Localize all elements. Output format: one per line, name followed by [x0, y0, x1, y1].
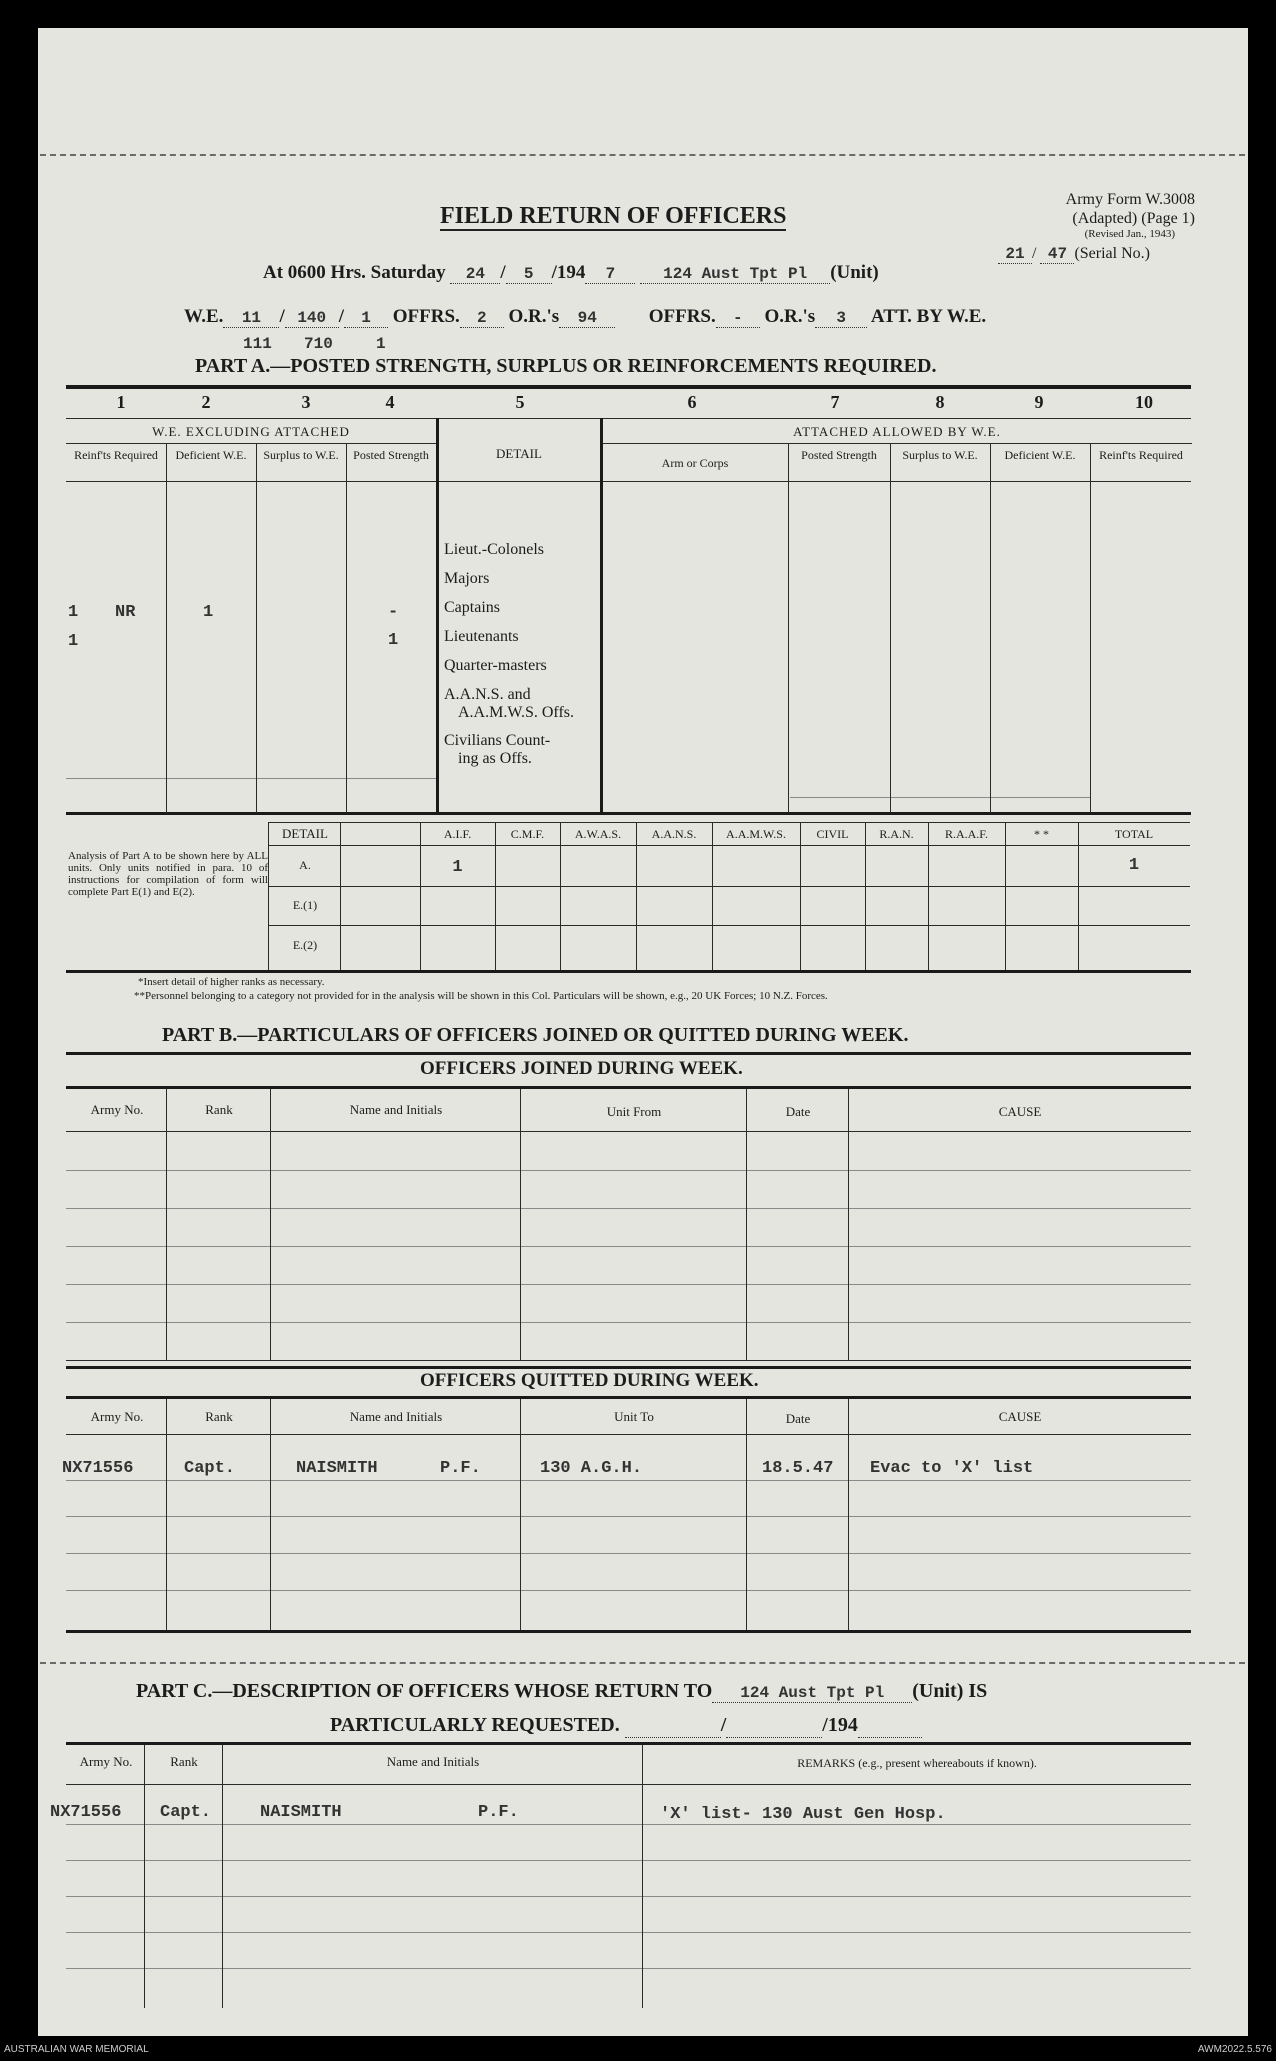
col-num-3: 3: [301, 392, 311, 412]
quitted-h-date: Date: [785, 1411, 811, 1426]
unit-label: (Unit): [830, 262, 879, 283]
v-c1: [144, 1745, 145, 2008]
date-day: 24: [450, 265, 500, 284]
part-c-head-rule: [66, 1784, 1191, 1785]
part-c-h-army: Army No.: [79, 1754, 133, 1769]
joined-row-1: [66, 1170, 1191, 1171]
rank-captain: Captains: [444, 599, 500, 616]
rank-list: [444, 535, 604, 768]
capt-reinf: 1: [68, 603, 79, 622]
v-q2: [270, 1399, 271, 1630]
we-excluding-label: W.E. EXCLUDING ATTACHED: [152, 424, 350, 439]
hdr-reinf: Reinf'ts Required: [74, 448, 158, 462]
an-a-aif-value: 1: [452, 858, 463, 877]
analysis-note: Analysis of Part A to be shown here by ALL units. Only units notified in para. 10 of instructions for compilation of form will complete Part E(1) and E(2).: [68, 850, 268, 898]
quitted-initials: P.F.: [440, 1459, 481, 1478]
quitted-unit-to: 130 A.G.H.: [540, 1459, 643, 1478]
rank-aamws: A.A.M.W.S. Offs.: [458, 704, 575, 721]
joined-row-3: [66, 1246, 1191, 1247]
v-an1: [340, 822, 341, 970]
quitted-h-unit: Unit To: [614, 1409, 654, 1424]
part-c-name: NAISMITH: [260, 1803, 342, 1822]
hdr-surplus-2: Surplus to W.E.: [902, 448, 978, 462]
part-c-remarks: 'X' list- 130 Aust Gen Hosp.: [660, 1805, 946, 1824]
we-excl-rule: [66, 443, 436, 444]
joined-top-rule: [66, 1086, 1191, 1089]
v-j4: [746, 1089, 747, 1360]
col-num-7: 7: [830, 392, 840, 412]
an-col-cmf: C.M.F.: [510, 827, 545, 841]
v-a9: [1090, 443, 1091, 813]
footer-source: AUSTRALIAN WAR MEMORIAL: [4, 2044, 149, 2055]
joined-h-cause: CAUSE: [998, 1104, 1042, 1119]
an-col-raaf: R.A.A.F.: [944, 827, 989, 841]
att-offrs-label: OFFRS.: [648, 306, 716, 327]
lieut-reinf: 1: [68, 632, 79, 651]
v-j2: [270, 1089, 271, 1360]
v-q5: [848, 1399, 849, 1630]
hdr-arm-corps: Arm or Corps: [661, 456, 729, 470]
analysis-row-rule-2: [268, 925, 1190, 926]
an-a-total-value: 1: [1128, 856, 1140, 875]
v-q4: [746, 1399, 747, 1630]
v-a2: [256, 443, 257, 813]
an-col-other: * *: [1034, 827, 1049, 841]
capt-posted: -: [388, 603, 399, 622]
part-c-row-2: [66, 1860, 1191, 1861]
form-adapted: (Adapted) (Page 1): [1072, 210, 1195, 227]
v-an7: [800, 822, 801, 970]
part-a-title: PART A.—POSTED STRENGTH, SURPLUS OR REINFORCEMENTS REQUIRED.: [195, 355, 937, 377]
rank-civilians-2: ing as Offs.: [458, 750, 532, 767]
part-c-row-3: [66, 1896, 1191, 1897]
an-col-total: TOTAL: [1114, 827, 1154, 841]
analysis-detail: DETAIL: [282, 826, 328, 841]
date-month: 5: [506, 265, 552, 284]
quitted-rank: Capt.: [184, 1459, 236, 1478]
v-a7: [890, 443, 891, 813]
unit-name: 124 Aust Tpt Pl: [640, 265, 830, 284]
col-num-1: 1: [116, 392, 126, 412]
joined-h-army: Army No.: [90, 1102, 144, 1117]
serial-week: 21: [998, 245, 1032, 264]
col-num-8: 8: [935, 392, 945, 412]
lieut-posted: 1: [388, 631, 399, 650]
part-c-title-b: (Unit) IS: [912, 1680, 988, 1702]
v-an11: [1078, 822, 1079, 970]
rank-major: Majors: [444, 570, 490, 587]
quitted-head-top-rule: [66, 1396, 1191, 1399]
hdr-reinf-2: Reinf'ts Required: [1099, 448, 1183, 462]
attached-allowed-label: ATTACHED ALLOWED BY W.E.: [793, 424, 1001, 439]
footnote-2: **Personnel belonging to a category not provided for in the analysis will be shown in this Col. Particulars will be shown, e.g., 20 UK Forces; 10 N.Z. Forces.: [134, 990, 828, 1002]
part-b-title: PART B.—PARTICULARS OF OFFICERS JOINED OR QUITTED DURING WEEK.: [162, 1024, 909, 1046]
hdr-surplus: Surplus to W.E.: [263, 448, 339, 462]
rank-lieutenant: Lieutenants: [444, 628, 519, 645]
analysis-bottom-rule: [66, 970, 1191, 973]
an-col-awas: A.W.A.S.: [574, 827, 622, 841]
v-j5: [848, 1089, 849, 1360]
quitted-row-3: [66, 1553, 1191, 1554]
quitted-title: OFFICERS QUITTED DURING WEEK.: [420, 1370, 759, 1391]
an-row-e2: E.(2): [292, 938, 318, 952]
att-ors-value: 3: [815, 309, 867, 328]
part-a-top-rule: [66, 385, 1191, 389]
v-an4: [560, 822, 561, 970]
serial-label: (Serial No.): [1074, 245, 1150, 262]
analysis-head-rule: [268, 845, 1190, 846]
an-col-aif: A.I.F.: [443, 827, 472, 841]
v-an3: [495, 822, 496, 970]
form-number-block: [1010, 190, 1195, 240]
date-line: At 0600 Hrs. Saturday 24 / 5 /194 7 124 Aust Tpt Pl (Unit): [263, 262, 879, 283]
ors-label: O.R.'s: [508, 306, 560, 327]
v-c2: [222, 1745, 223, 2008]
form-title: FIELD RETURN OF OFFICERS: [440, 203, 787, 229]
col-num-4: 4: [385, 392, 395, 412]
v-a1: [166, 443, 167, 813]
part-c-row-4: [66, 1932, 1191, 1933]
col-num-10: 10: [1135, 392, 1153, 412]
joined-h-date: Date: [785, 1104, 811, 1119]
rank-lt-col: Lieut.-Colonels: [444, 541, 544, 558]
capt-deficient: 1: [203, 603, 214, 622]
part-a-inner-rule-2: [790, 797, 1090, 798]
year-digit: 7: [585, 265, 635, 284]
form-number: Army Form W.3008: [1065, 191, 1195, 208]
offrs-label: OFFRS.: [392, 306, 460, 327]
we-label: W.E.: [184, 306, 224, 327]
quitted-cause: Evac to 'X' list: [870, 1459, 1034, 1478]
attached-rule: [602, 443, 1192, 444]
hdr-deficient-2: Deficient W.E.: [1004, 448, 1076, 462]
joined-title: OFFICERS JOINED DURING WEEK.: [420, 1058, 743, 1079]
joined-row-2: [66, 1208, 1191, 1209]
capt-nr: NR: [115, 603, 136, 622]
part-c-h-rank: Rank: [170, 1754, 198, 1769]
quitted-row-1: [66, 1480, 1191, 1481]
part-c-title-a: PART C.—DESCRIPTION OF OFFICERS WHOSE RETURN TO: [136, 1680, 713, 1702]
quitted-row-4: [66, 1590, 1191, 1591]
an-row-a: A.: [299, 858, 311, 872]
v-an9: [928, 822, 929, 970]
quitted-h-rank: Rank: [205, 1409, 233, 1424]
quitted-h-army: Army No.: [90, 1409, 144, 1424]
joined-h-unit: Unit From: [606, 1104, 662, 1119]
part-c-initials: P.F.: [478, 1803, 519, 1822]
part-c-unit: 124 Aust Tpt Pl: [712, 1684, 912, 1703]
we-3: 1: [344, 309, 388, 328]
v-a8: [990, 443, 991, 813]
analysis-row-rule-1: [268, 886, 1190, 887]
hdr-detail: DETAIL: [496, 446, 542, 461]
v-an10: [1005, 822, 1006, 970]
quitted-h-cause: CAUSE: [998, 1409, 1042, 1424]
v-q1: [166, 1399, 167, 1630]
part-c-title-c: PARTICULARLY REQUESTED.: [330, 1714, 620, 1736]
quitted-h-name: Name and Initials: [349, 1409, 443, 1424]
we-3b: 1: [376, 335, 386, 353]
analysis-top-rule: [268, 822, 1190, 823]
rank-qm: Quarter-masters: [444, 657, 547, 674]
part-c-top-rule: [66, 1742, 1191, 1745]
part-b-rule: [66, 1052, 1191, 1055]
an-row-e1: E.(1): [292, 898, 318, 912]
att-label: ATT. BY W.E.: [870, 306, 987, 327]
col-num-2: 2: [201, 392, 211, 412]
part-a-inner-rule: [66, 778, 436, 779]
v-a3: [346, 443, 347, 813]
joined-row-5: [66, 1322, 1191, 1323]
quitted-bottom-rule: [66, 1630, 1191, 1633]
perforation-line: [40, 154, 1245, 156]
v-an0: [268, 822, 269, 970]
joined-row-4: [66, 1284, 1191, 1285]
joined-head-rule: [66, 1131, 1191, 1132]
v-an5: [636, 822, 637, 970]
v-a4: [436, 418, 439, 813]
at-label: At 0600 Hrs. Saturday: [263, 262, 446, 283]
form-revised: (Revised Jan., 1943): [1084, 228, 1175, 240]
quitted-date: 18.5.47: [762, 1459, 834, 1478]
we-2b: 710: [304, 335, 333, 353]
serial-year: 47: [1040, 245, 1074, 264]
serial-no: 21 / 47 (Serial No.): [998, 245, 1198, 264]
an-col-civil: CIVIL: [816, 827, 849, 841]
part-c-h-name: Name and Initials: [386, 1754, 480, 1769]
rank-civilians: Civilians Count-: [444, 732, 551, 749]
part-c-row-5: [66, 1968, 1191, 1969]
footnote-1: *Insert detail of higher ranks as necessary.: [138, 976, 325, 988]
col-num-6: 6: [687, 392, 697, 412]
year-prefix: /194: [551, 262, 586, 283]
part-c-row-1: [66, 1824, 1191, 1825]
part-a-bottom-rule: [66, 812, 1191, 815]
col-number-rule: [66, 418, 1191, 419]
we-line: W.E. 11 / 140 / 1 OFFRS. 2 O.R.'s 94 OFFRS. - O.R.'s 3 ATT. BY W.E.: [184, 306, 987, 327]
part-c-title-line: [136, 1680, 987, 1703]
v-an8: [865, 822, 866, 970]
an-col-aamws: A.A.M.W.S.: [726, 827, 786, 841]
perforation-line-2: [40, 1662, 1245, 1664]
col-num-5: 5: [515, 392, 525, 412]
an-col-ran: R.A.N.: [879, 827, 914, 841]
v-j3: [520, 1089, 521, 1360]
quitted-head-rule: [66, 1434, 1191, 1435]
v-j1: [166, 1089, 167, 1360]
quitted-name: NAISMITH: [296, 1459, 378, 1478]
footer-id: AWM2022.5.576: [1197, 2044, 1272, 2055]
we-2: 140: [285, 309, 339, 328]
v-c3: [642, 1745, 643, 2008]
an-col-aans: A.A.N.S.: [651, 827, 697, 841]
part-c-army-no: NX71556: [50, 1803, 122, 1822]
archive-footer: [0, 2036, 1276, 2061]
part-a-header-rule: [66, 481, 1191, 482]
hdr-posted-2: Posted Strength: [801, 448, 877, 462]
rank-aans: A.A.N.S. and: [444, 686, 531, 703]
att-offrs-value: -: [716, 309, 760, 328]
joined-row-6: [66, 1360, 1191, 1361]
v-a6: [788, 443, 789, 813]
part-c-title-line-2: PARTICULARLY REQUESTED. / /194: [330, 1714, 922, 1738]
offrs-value: 2: [460, 309, 504, 328]
v-q3: [520, 1399, 521, 1630]
att-ors-label: O.R.'s: [764, 306, 816, 327]
quitted-top-rule: [66, 1366, 1191, 1369]
part-c-h-remarks: REMARKS (e.g., present whereabouts if known).: [797, 1756, 1037, 1770]
joined-h-rank: Rank: [205, 1102, 233, 1117]
we-1b: 111: [243, 335, 272, 353]
hdr-deficient: Deficient W.E.: [175, 448, 247, 462]
v-an2: [420, 822, 421, 970]
part-c-date-suffix: /194: [822, 1714, 858, 1736]
ors-value: 94: [559, 309, 615, 328]
hdr-posted: Posted Strength: [353, 448, 429, 462]
col-num-9: 9: [1034, 392, 1044, 412]
v-an6: [712, 822, 713, 970]
quitted-row-2: [66, 1516, 1191, 1517]
part-c-rank: Capt.: [160, 1803, 212, 1822]
joined-h-name: Name and Initials: [349, 1102, 443, 1117]
quitted-army-no: NX71556: [62, 1459, 134, 1478]
we-1: 11: [223, 309, 279, 328]
